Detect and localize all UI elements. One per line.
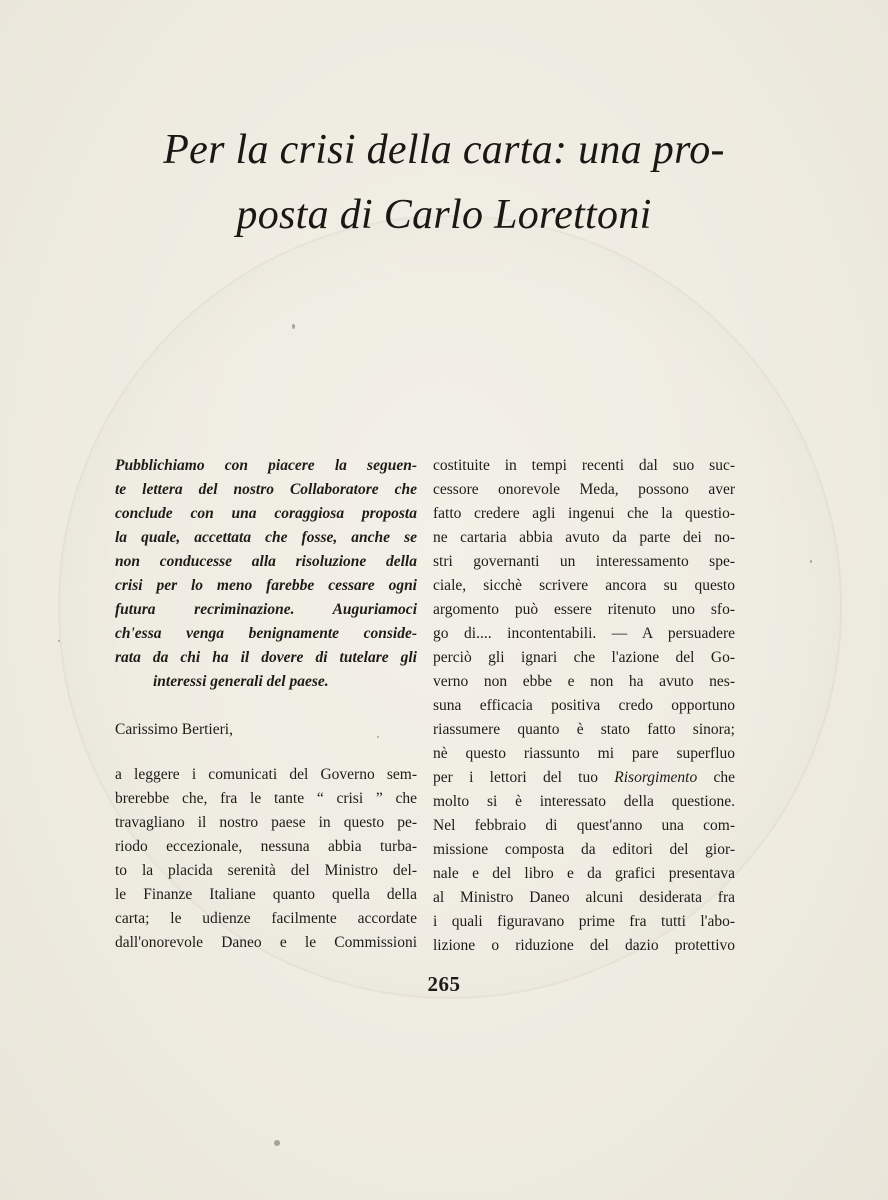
body-line: suna efficacia positiva credo opportuno — [433, 697, 735, 714]
body-line: molto si è interessato della questione. — [433, 793, 735, 810]
body-line: Nel febbraio di quest'anno una com- — [433, 817, 735, 834]
letter-salutation: Carissimo Bertieri, — [115, 721, 233, 738]
paper-speck — [810, 560, 812, 563]
body-line: argomento può essere ritenuto uno sfo- — [433, 601, 735, 618]
intro-line: conclude con una coraggiosa proposta — [115, 505, 417, 522]
paper-speck — [58, 640, 60, 642]
body-text: che — [713, 769, 736, 786]
intro-line: Pubblichiamo con piacere la seguen- — [115, 457, 417, 474]
body-line: verno non ebbe e non ha avuto nes- — [433, 673, 735, 690]
article-title — [90, 118, 798, 248]
intro-line: futura recriminazione. Auguriamoci — [115, 601, 417, 618]
body-line-with-italic — [433, 766, 735, 790]
letter-body-left — [115, 763, 417, 955]
body-line: a leggere i comunicati del Governo sem- — [115, 766, 417, 783]
paper-speck — [274, 1140, 280, 1146]
body-line: riassumere quanto è stato fatto sinora; — [433, 721, 735, 738]
title-line: posta di Carlo Lorettoni — [236, 192, 652, 238]
body-line: to la placida serenità del Ministro del- — [115, 862, 417, 879]
body-line: stri governanti un interessamento spe- — [433, 553, 735, 570]
paper-speck — [377, 736, 379, 738]
body-line: costituite in tempi recenti dal suo suc- — [433, 457, 735, 474]
intro-line: la quale, accettata che fosse, anche se — [115, 529, 417, 546]
body-line: al Ministro Daneo alcuni desiderata fra — [433, 889, 735, 906]
body-line: cessore onorevole Meda, possono aver — [433, 481, 735, 498]
body-line: carta; le udienze facilmente accordate — [115, 910, 417, 927]
editorial-intro — [115, 454, 417, 694]
body-line: ciale, sicchè scrivere ancora su questo — [433, 577, 735, 594]
body-line: missione composta da editori del gior- — [433, 841, 735, 858]
page-number: 265 — [427, 972, 461, 996]
periodical-name: Risorgimento — [614, 769, 698, 786]
body-line: lizione o riduzione del dazio protettivo — [433, 937, 735, 954]
intro-line: non conducesse alla risoluzione della — [115, 553, 417, 570]
body-line: nè questo riassunto mi pare superfluo — [433, 745, 735, 762]
intro-line: ch'essa venga benignamente conside- — [115, 625, 417, 642]
body-line: ne cartaria abbia avuto da parte dei no- — [433, 529, 735, 546]
paper-speck — [292, 324, 295, 329]
body-line: go di.... incontentabili. — A persuadere — [433, 625, 735, 642]
left-column — [115, 454, 417, 955]
body-line: nale e del libro e da grafici presentava — [433, 865, 735, 882]
right-column — [433, 454, 735, 958]
body-line: dall'onorevole Daneo e le Commissioni — [115, 934, 417, 951]
body-line: i quali figuravano prime fra tutti l'abo- — [433, 913, 735, 930]
body-line: brerebbe che, fra le tante “ crisi ” che — [115, 790, 417, 807]
intro-line: te lettera del nostro Collaboratore che — [115, 481, 417, 498]
intro-line: interessi generali del paese. — [153, 673, 329, 690]
body-line: travagliano il nostro paese in questo pe- — [115, 814, 417, 831]
title-line: Per la crisi della carta: una pro- — [163, 127, 725, 173]
intro-line: rata da chi ha il dovere di tutelare gli — [115, 649, 417, 666]
body-line: le Finanze Italiane quanto quella della — [115, 886, 417, 903]
body-line: perciò gli ignari che l'azione del Go- — [433, 649, 735, 666]
body-line: fatto credere agli ingenui che la questio- — [433, 505, 735, 522]
body-text: per i lettori del tuo — [433, 769, 598, 786]
intro-line: crisi per lo meno farebbe cessare ogni — [115, 577, 417, 594]
body-line: riodo eccezionale, nessuna abbia turba- — [115, 838, 417, 855]
